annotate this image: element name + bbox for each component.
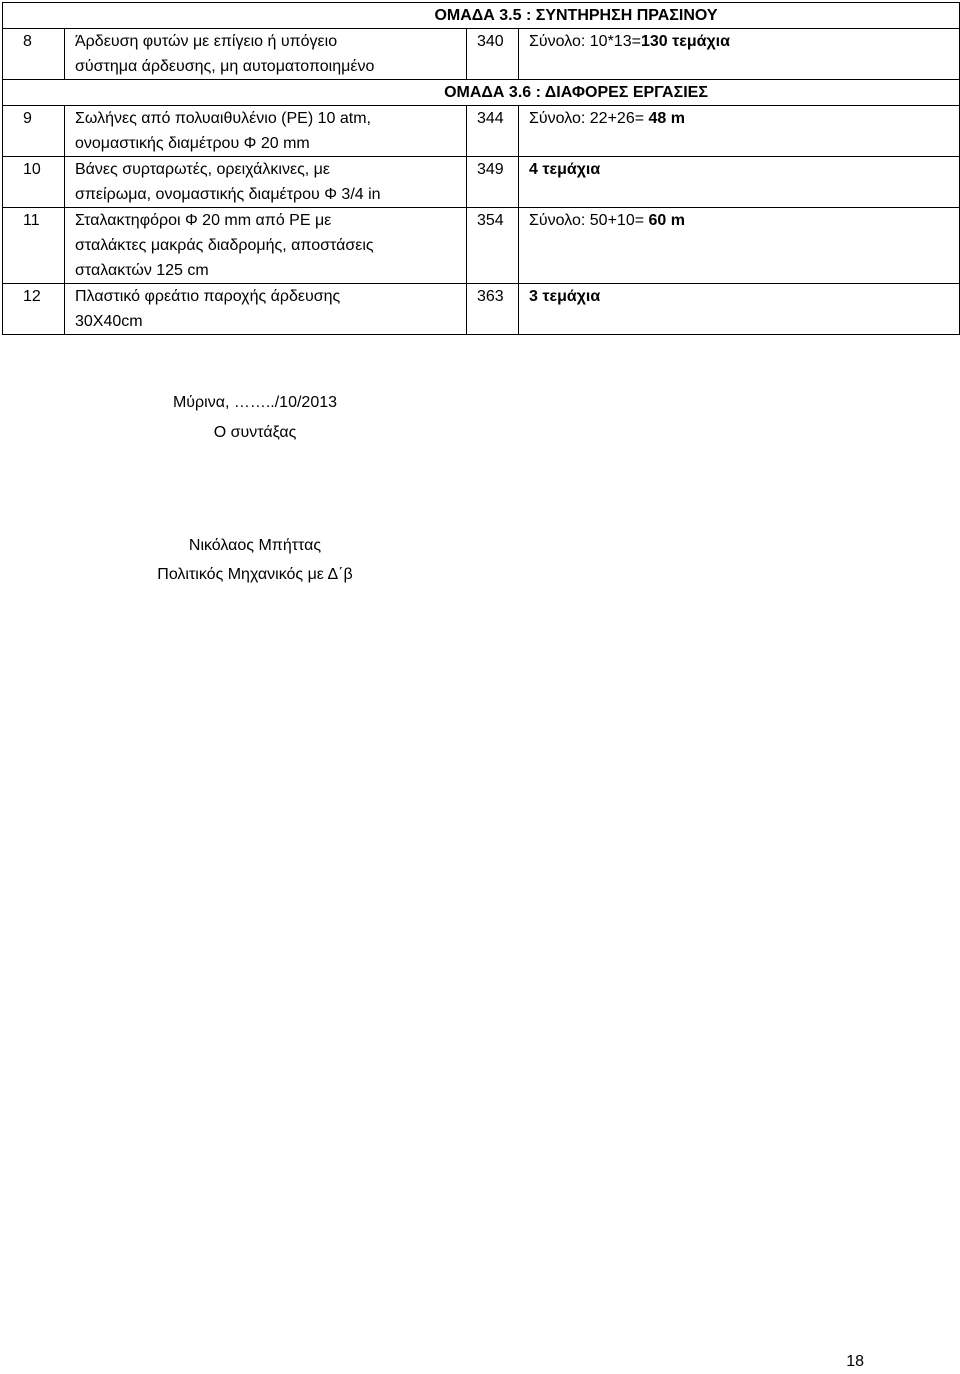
item-quantity: Σύνολο: 10*13=130 τεμάχια xyxy=(519,29,960,80)
item-number: 12 xyxy=(3,284,65,335)
signer-name: Νικόλαος Μπήττας xyxy=(188,537,322,554)
table-row xyxy=(3,157,960,208)
item-description xyxy=(65,157,467,208)
item-description xyxy=(65,284,467,335)
item-number: 11 xyxy=(3,208,65,284)
item-code: 344 xyxy=(467,106,519,157)
group-title: ΟΜΑΔΑ 3.6 : ΔΙΑΦΟΡΕΣ ΕΡΓΑΣΙΕΣ xyxy=(3,80,960,106)
item-number: 10 xyxy=(3,157,65,208)
table-row xyxy=(3,208,960,284)
item-quantity: 3 τεμάχια xyxy=(519,284,960,335)
item-description xyxy=(65,106,467,157)
items-table xyxy=(2,2,960,335)
desc-line: Σταλακτηφόροι Φ 20 mm από PE με xyxy=(75,212,332,229)
desc-line: 30X40cm xyxy=(75,313,143,330)
item-code: 354 xyxy=(467,208,519,284)
item-number: 9 xyxy=(3,106,65,157)
item-quantity: 4 τεμάχια xyxy=(519,157,960,208)
signer-title: Πολιτικός Μηχανικός με Δ΄β xyxy=(157,566,353,583)
item-code: 340 xyxy=(467,29,519,80)
desc-line: σύστημα άρδευσης, μη αυτοματοποιημένο xyxy=(75,58,375,75)
desc-line: σταλακτών 125 cm xyxy=(75,262,209,279)
item-description xyxy=(65,29,467,80)
desc-line: Άρδευση φυτών με επίγειο ή υπόγειο xyxy=(75,33,338,50)
group-title: ΟΜΑΔΑ 3.5 : ΣΥΝΤΗΡΗΣΗ ΠΡΑΣΙΝΟΥ xyxy=(3,3,960,29)
item-quantity: Σύνολο: 50+10= 60 m xyxy=(519,208,960,284)
item-number: 8 xyxy=(3,29,65,80)
desc-line: Βάνες συρταρωτές, ορειχάλκινες, με xyxy=(75,161,331,178)
desc-line: σπείρωμα, ονομαστικής διαμέτρου Φ 3/4 in xyxy=(75,186,381,203)
table-row xyxy=(3,29,960,80)
item-code: 349 xyxy=(467,157,519,208)
table-row xyxy=(3,284,960,335)
item-description xyxy=(65,208,467,284)
page-number: 18 xyxy=(846,1353,864,1370)
group-header-row xyxy=(3,3,960,29)
table-row xyxy=(3,106,960,157)
item-code: 363 xyxy=(467,284,519,335)
place-date: Μύρινα, ……../10/2013 xyxy=(172,394,338,411)
desc-line: Σωλήνες από πολυαιθυλένιο (PE) 10 atm, xyxy=(75,110,371,127)
composer-label: Ο συντάξας xyxy=(213,424,297,441)
desc-line: σταλάκτες μακράς διαδρομής, αποστάσεις xyxy=(75,237,374,254)
group-header-row xyxy=(3,80,960,106)
desc-line: ονομαστικής διαμέτρου Φ 20 mm xyxy=(75,135,310,152)
item-quantity: Σύνολο: 22+26= 48 m xyxy=(519,106,960,157)
desc-line: Πλαστικό φρεάτιο παροχής άρδευσης xyxy=(75,288,341,305)
